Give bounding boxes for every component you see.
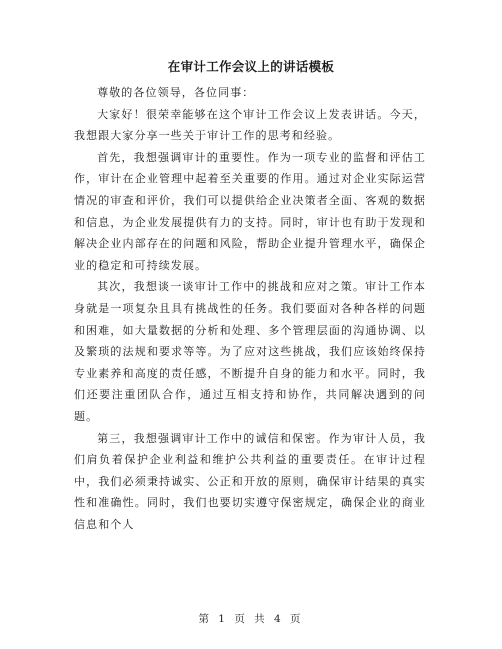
paragraph-challenges: 其次，我想谈一谈审计工作中的挑战和应对之策。审计工作本身就是一项复杂且具有挑战性的任务。我们要面对各种各样的问题和困难，如大量数据的分析和处理、多个管理层面的沟通协调、以及繁琐的法规和要求等等。为了应对这些挑战，我们应该始终保持专业素养和高度的责任感，不断提升自身的能力和水平。同时，我们还要注重团队合作，通过互相支持和协作，共同解决遇到的问题。 <box>74 280 426 423</box>
paragraph-integrity: 第三，我想强调审计工作中的诚信和保密。作为审计人员，我们肩负着保护企业利益和维护公共利益的重要责任。在审计过程中，我们必须秉持诚实、公正和开放的原则，确保审计结果的真实性和准确性。同时，我们也要切实遵守保密规定，确保企业的商业信息和个人 <box>74 431 426 531</box>
page-number-footer: 第 1 页 共 4 页 <box>198 613 304 625</box>
document-title: 在审计工作会议上的讲话模板 <box>167 59 335 74</box>
paragraph-opening: 大家好！很荣幸能够在这个审计工作会议上发表讲话。今天，我想跟大家分享一些关于审计工作的思考和经验。 <box>74 107 426 143</box>
paragraph-importance: 首先，我想强调审计的重要性。作为一项专业的监督和评估工作，审计在企业管理中起着至关重要的作用。通过对企业实际运营情况的审查和评价，我们可以提供给企业决策者全面、客观的数据和信息，为企业发展提供有力的支持。同时，审计也有助于发现和解决企业内部存在的问题和风险，帮助企业提升管理水平，确保企业的稳定和可持续发展。 <box>74 150 426 272</box>
paragraph-greeting: 尊敬的各位领导，各位同事： <box>97 86 255 99</box>
document-body <box>74 82 426 535</box>
